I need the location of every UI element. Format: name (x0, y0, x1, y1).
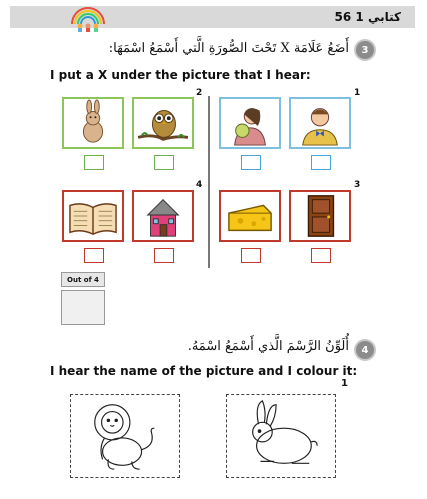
score-label: Out of 4 (61, 272, 105, 287)
question-number-4: 4 (356, 341, 374, 359)
mother-and-baby-picture (219, 97, 281, 149)
answer-box-cheese[interactable] (241, 248, 261, 263)
answer-box-rabbit[interactable] (84, 155, 104, 170)
cheese-picture (219, 190, 281, 242)
owl-picture (132, 97, 194, 149)
rabbit-outline[interactable] (226, 394, 336, 478)
answer-box-owl[interactable] (154, 155, 174, 170)
house-picture (132, 190, 194, 242)
door-picture (289, 190, 351, 242)
score-box[interactable] (61, 290, 105, 325)
section3-english-instruction: I put a X under the picture that I hear: (50, 68, 311, 82)
answer-box-mother[interactable] (241, 155, 261, 170)
section3-arabic-instruction: أَضَعُ عَلَامَة X تَحْتَ الصُّورَةِ الَّتي أَسْمَعُ اسْمَهَا: (108, 41, 349, 56)
book-picture (62, 190, 124, 242)
book-title: كتابي 1 56 (334, 10, 401, 24)
header-bar (10, 6, 415, 28)
answer-box-book[interactable] (84, 248, 104, 263)
group-number-1: 1 (354, 88, 361, 98)
section4-arabic-instruction: أُلَوِّنُ الرَّسْمَ الَّذي أَسْمَعُ اسْمَهُ. (187, 339, 349, 354)
group-number-3: 3 (354, 180, 361, 190)
group-number-4: 4 (196, 180, 203, 190)
man-with-bowtie-picture (289, 97, 351, 149)
rabbit-picture (62, 97, 124, 149)
group-number-2: 2 (196, 88, 203, 98)
answer-box-man[interactable] (311, 155, 331, 170)
answer-box-house[interactable] (154, 248, 174, 263)
lion-outline[interactable] (70, 394, 180, 478)
section4-english-instruction: I hear the name of the picture and I colour it: (50, 364, 358, 378)
item-number-1: 1 (341, 378, 348, 389)
school-logo (68, 4, 108, 32)
question-number-3: 3 (356, 41, 374, 59)
answer-box-door[interactable] (311, 248, 331, 263)
column-divider (208, 96, 210, 268)
